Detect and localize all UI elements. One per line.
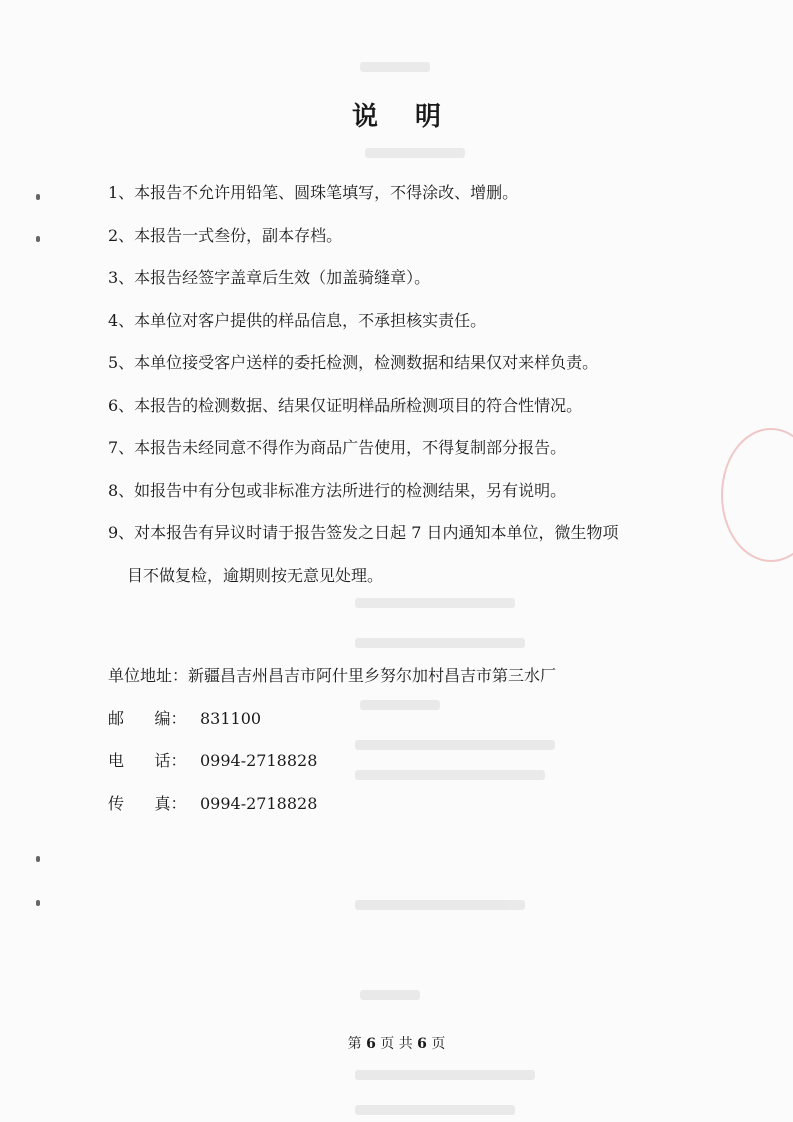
page-footer [0,1033,793,1053]
note-item: 1、本报告不允许用铅笔、圆珠笔填写，不得涂改、增删。 [108,183,519,202]
footer-ye-gong: 页 共 [380,1036,413,1052]
notes-list [108,172,708,597]
page-title: 说 明 [351,102,456,132]
total-pages-number: 6 [417,1036,427,1052]
footer-di: 第 [347,1036,362,1052]
footer-ye: 页 [431,1036,446,1052]
note-item: 2、本报告一式叁份，副本存档。 [108,225,343,245]
note-item: 8、如报告中有分包或非标准方法所进行的检测结果，另有说明。 [108,480,567,500]
scan-speck [36,856,40,862]
note-item: 4、本单位对客户提供的样品信息，不承担核实责任。 [108,310,487,330]
note-item: 7、本报告未经同意不得作为商品广告使用，不得复制部分报告。 [108,438,567,457]
postcode-value: 831100 [200,708,262,728]
contact-block [108,660,556,830]
note-item: 6、本报告的检测数据、结果仅证明样品所检测项目的符合性情况。 [108,395,583,415]
scan-speck [36,236,40,242]
address-label: 单位地址： [108,666,189,685]
note-item: 3、本报告经签字盖章后生效（加盖骑缝章）。 [108,268,431,287]
phone-label: 电 话： [108,751,187,770]
scan-speck [36,900,40,906]
current-page-number: 6 [366,1036,376,1052]
note-item: 5、本单位接受客户送样的委托检测，检测数据和结果仅对来样负责。 [108,353,599,372]
postcode-label: 邮 编： [108,708,187,728]
address-row [108,660,556,703]
scan-speck [36,194,40,200]
phone-row [108,745,556,788]
note-item: 9、对本报告有异议时请于报告签发之日起 7 日内通知本单位，微生物项 [108,523,619,542]
note-item-continuation: 目不做复检，逾期则按无意见处理。 [127,565,384,585]
postcode-row [108,703,556,746]
phone-value: 0994-2718828 [200,751,318,770]
red-seal-stamp [721,428,793,562]
fax-row [108,788,556,831]
fax-label: 传 真： [108,793,187,813]
fax-value: 0994-2718828 [200,793,318,813]
address-value: 新疆昌吉州昌吉市阿什里乡努尔加村昌吉市第三水厂 [188,666,557,685]
